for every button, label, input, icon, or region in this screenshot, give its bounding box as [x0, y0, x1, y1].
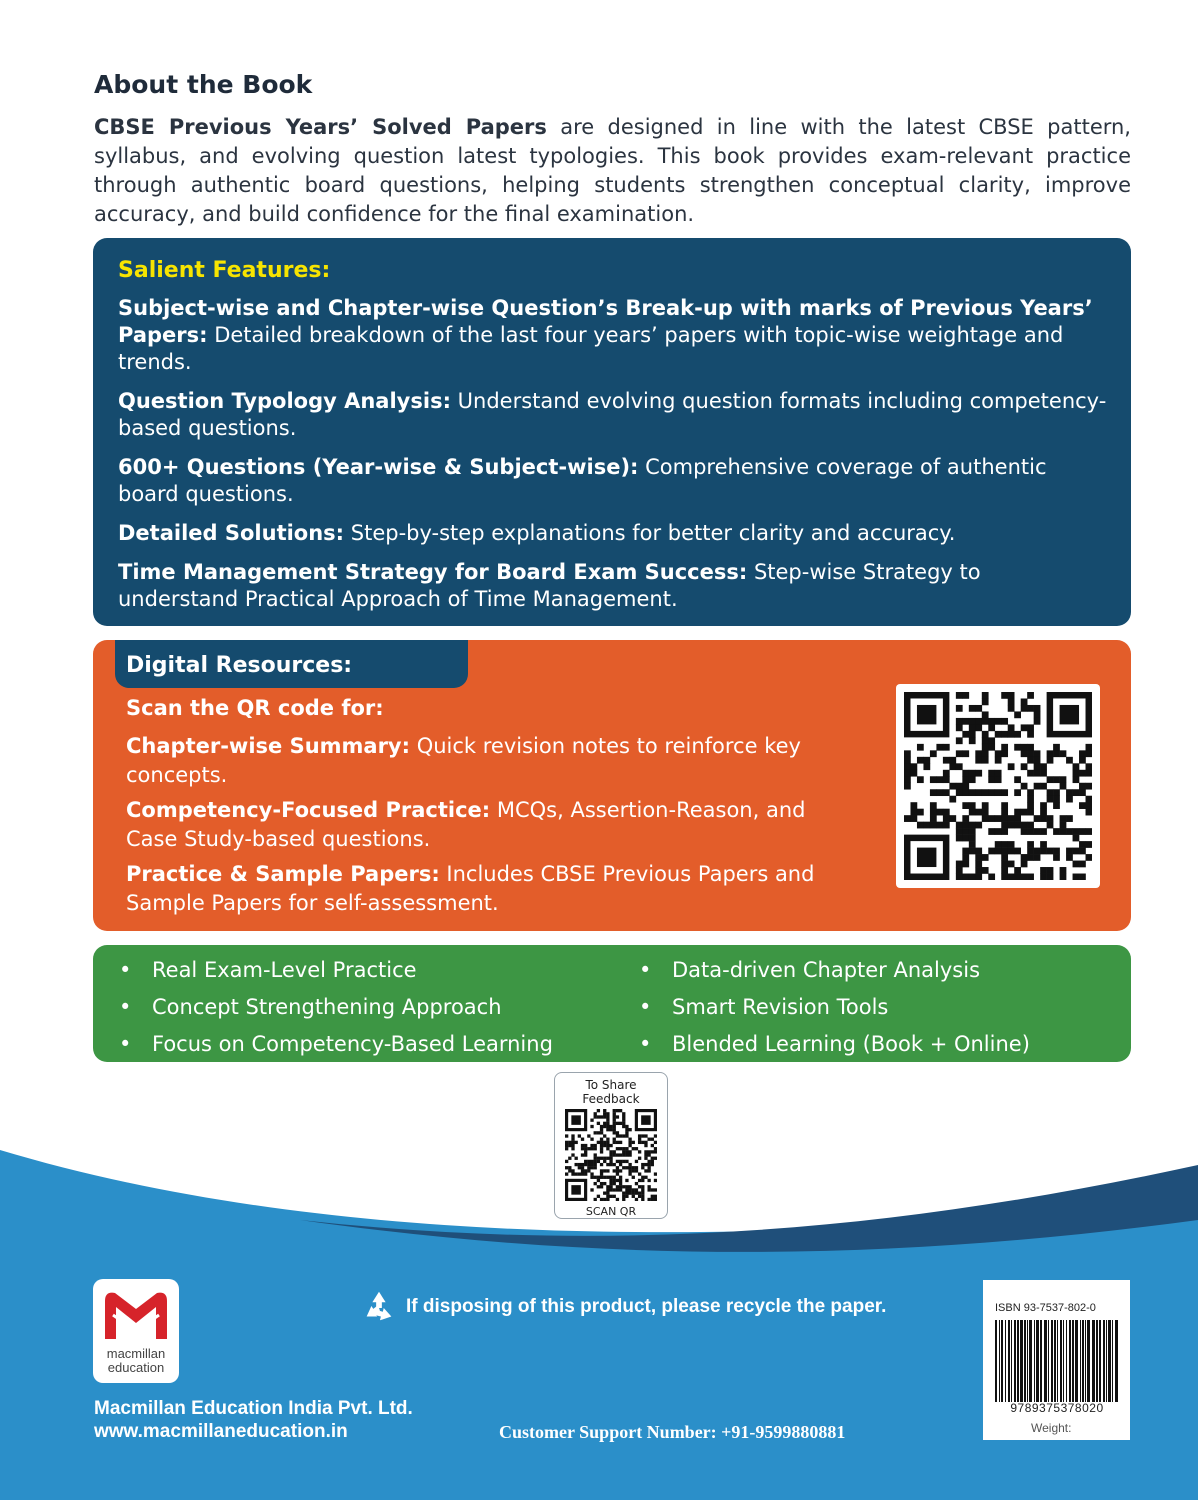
- about-body: are designed in line with the latest CBSE pattern, syllabus, and evolving question latest typologies. This book provides exam-relevant practice through authentic board questions, helping students strengthen conceptual clarity, improve accuracy, and build confidence for the final examination.: [94, 115, 1131, 226]
- feature-name: Time Management Strategy for Board Exam Success:: [118, 560, 748, 584]
- company-name: Macmillan Education India Pvt. Ltd.: [94, 1398, 413, 1419]
- feedback-qr-card[interactable]: [554, 1072, 668, 1219]
- customer-support: Customer Support Number: +91-9599880881: [499, 1422, 846, 1442]
- digital-resource-item: [126, 732, 826, 790]
- highlight-text: Blended Learning (Book + Online): [672, 1032, 1030, 1056]
- about-heading: About the Book: [94, 70, 313, 99]
- feature-item: [118, 454, 1107, 508]
- highlight-text: Focus on Competency-Based Learning: [152, 1032, 553, 1056]
- salient-features-panel: [93, 238, 1131, 626]
- digital-resources-qr-code[interactable]: [896, 684, 1100, 888]
- highlight-item: [119, 954, 639, 988]
- recycle-text: If disposing of this product, please recycle the paper.: [406, 1296, 887, 1317]
- feedback-qr-icon: [565, 1109, 657, 1201]
- feedback-label: [555, 1078, 667, 1106]
- feedback-scan-label: SCAN QR: [585, 1205, 637, 1218]
- ean-number: 9789375378020: [1010, 1401, 1104, 1415]
- about-lead: CBSE Previous Years’ Solved Papers: [94, 115, 547, 139]
- macmillan-m-icon: [93, 1279, 179, 1347]
- feature-item: [118, 559, 1107, 613]
- digital-resource-text: Quick revision notes to reinforce key concepts.: [126, 734, 801, 787]
- scan-prompt: Scan the QR code for:: [126, 696, 384, 720]
- logo-line1: macmillan: [106, 1346, 166, 1361]
- bullet-icon: •: [119, 995, 132, 1019]
- bullet-icon: •: [119, 1032, 132, 1056]
- digital-resource-list: [126, 732, 826, 918]
- feature-name: 600+ Questions (Year-wise & Subject-wise):: [118, 455, 639, 479]
- feedback-label-line2: Feedback: [582, 1092, 640, 1106]
- bullet-icon: •: [639, 1032, 652, 1056]
- feature-text: Comprehensive coverage of authentic board questions.: [118, 455, 1047, 506]
- digital-resource-name: Chapter-wise Summary:: [126, 734, 411, 758]
- digital-resource-name: Practice & Sample Papers:: [126, 862, 440, 886]
- barcode-label: [983, 1280, 1130, 1440]
- company-block: [94, 1397, 413, 1443]
- highlight-item: [639, 991, 1139, 1025]
- feature-item: [118, 295, 1107, 376]
- feedback-label-line1: To Share: [585, 1078, 637, 1092]
- feature-text: Detailed breakdown of the last four years’ papers with topic-wise weightage and trends.: [118, 323, 1064, 374]
- highlight-item: [639, 1028, 1139, 1062]
- recycle-icon: [360, 1288, 398, 1326]
- feature-item: [118, 388, 1107, 442]
- weight-label: Weight:: [1031, 1421, 1072, 1435]
- digital-resources-body: [126, 696, 826, 924]
- bullet-icon: •: [639, 958, 652, 982]
- digital-resources-panel: [93, 640, 1131, 931]
- digital-resource-text: MCQs, Assertion-Reason, and Case Study-based questions.: [126, 798, 806, 851]
- digital-resource-text: Includes CBSE Previous Papers and Sample Papers for self-assessment.: [126, 862, 815, 915]
- recycle-note: [360, 1288, 886, 1326]
- qr-code-icon: [904, 692, 1092, 880]
- feature-name: Detailed Solutions:: [118, 521, 345, 545]
- digital-resources-title: Digital Resources:: [115, 640, 468, 688]
- feature-item: [118, 520, 1107, 547]
- highlight-item: [639, 954, 1139, 988]
- feature-name: Subject-wise and Chapter-wise Question’s Break-up with marks of Previous Years’ Papers:: [118, 296, 1093, 347]
- logo-line2: education: [107, 1360, 165, 1375]
- feature-text: Step-by-step explanations for better clarity and accuracy.: [344, 521, 956, 545]
- isbn-number: ISBN 93-7537-802-0: [995, 1302, 1096, 1314]
- feature-name: Question Typology Analysis:: [118, 389, 451, 413]
- highlight-item: [119, 991, 639, 1025]
- digital-resource-name: Competency-Focused Practice:: [126, 798, 491, 822]
- highlight-text: Smart Revision Tools: [672, 995, 889, 1019]
- about-text: [94, 113, 1131, 229]
- feature-text: Understand evolving question formats including competency-based questions.: [118, 389, 1107, 440]
- highlights-panel: [93, 945, 1131, 1062]
- bullet-icon: •: [119, 958, 132, 982]
- logo-wordmark: [93, 1347, 179, 1375]
- barcode-icon: [995, 1320, 1119, 1402]
- highlight-text: Concept Strengthening Approach: [152, 995, 502, 1019]
- feature-list: [118, 295, 1107, 613]
- digital-resource-item: [126, 796, 826, 854]
- feature-text: Step-wise Strategy to understand Practical Approach of Time Management.: [118, 560, 981, 611]
- about-section: [94, 70, 1131, 229]
- macmillan-logo: [93, 1279, 179, 1383]
- digital-resource-item: [126, 860, 826, 918]
- highlight-item: [119, 1028, 639, 1062]
- highlight-text: Real Exam-Level Practice: [152, 958, 417, 982]
- salient-features-title: Salient Features:: [118, 258, 331, 283]
- highlight-text: Data-driven Chapter Analysis: [672, 958, 981, 982]
- bullet-icon: •: [639, 995, 652, 1019]
- company-website[interactable]: www.macmillaneducation.in: [94, 1421, 348, 1442]
